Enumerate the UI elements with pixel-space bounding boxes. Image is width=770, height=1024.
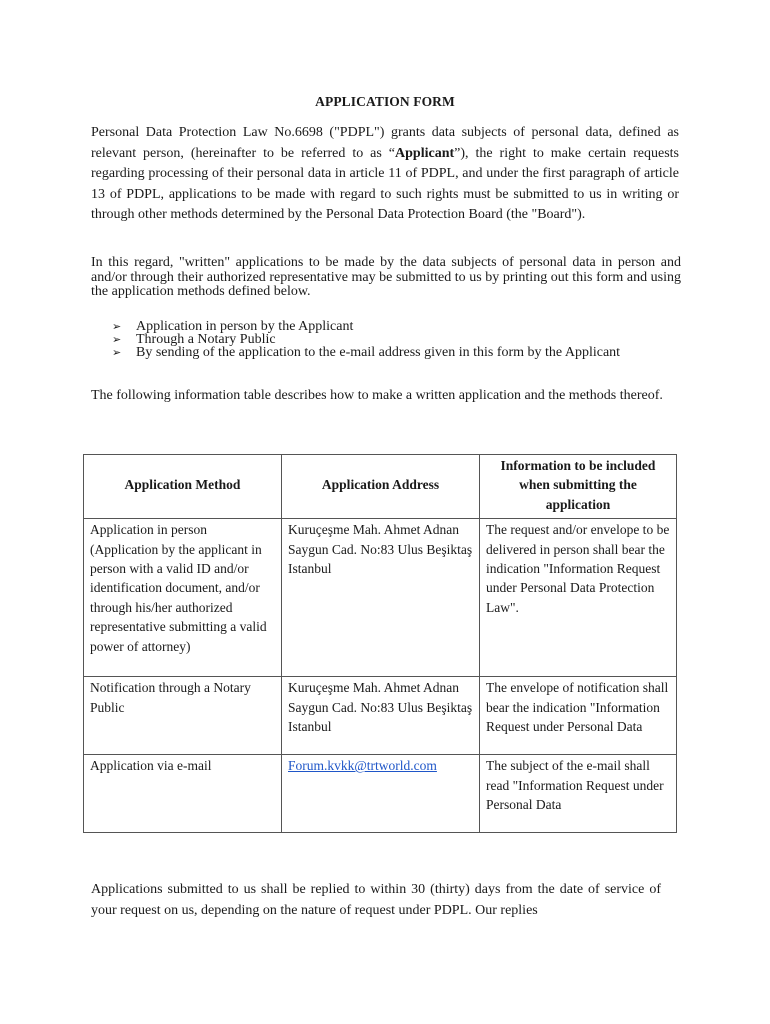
cell-address: Kuruçeşme Mah. Ahmet Adnan Saygun Cad. No:83 Ulus Beşiktaş Istanbul bbox=[282, 519, 480, 677]
table-row bbox=[84, 677, 677, 755]
arrow-bullet-icon: ➢ bbox=[112, 346, 122, 360]
table-header-row bbox=[84, 455, 677, 519]
list-item-text: By sending of the application to the e-mail address given in this form by the Applicant bbox=[136, 345, 621, 361]
cell-method: Application via e-mail bbox=[84, 755, 282, 833]
arrow-bullet-icon: ➢ bbox=[112, 320, 122, 333]
table-row bbox=[84, 519, 677, 677]
table-intro-paragraph: The following information table describes how to make a written application and the methods thereof. bbox=[91, 388, 663, 403]
cell-info: The request and/or envelope to be delivered in person shall bear the indication "Information Request under Personal Data Protection Law". bbox=[480, 519, 677, 677]
header-application-address: Application Address bbox=[282, 455, 480, 519]
closing-paragraph: Applications submitted to us shall be replied to within 30 (thirty) days from the date of service of your request on us, depending on the nature of request under PDPL. Our replies bbox=[91, 882, 661, 918]
cell-method: Notification through a Notary Public bbox=[84, 677, 282, 755]
email-link[interactable]: Forum.kvkk@trtworld.com bbox=[288, 758, 437, 774]
cell-method: Application in person (Application by the applicant in person with a valid ID and/or identification document, and/or through his/her authorized representative submitting a valid power of attorney) bbox=[84, 519, 282, 677]
written-applications-paragraph: In this regard, "written" applications to be made by the data subjects of personal data in person and and/or through their authorized representative may be submitted to us by printing out this form and using the application methods defined below. bbox=[91, 255, 681, 299]
intro-text-end: ”), the right to make certain requests regarding processing of their personal data in article 11 of PDPL, and under the first paragraph of article 13 of PDPL, applications to be made with regard to such rights must be submitted to us in writing or through other methods determined by the Personal Data Protection Board (the "Board"). bbox=[91, 145, 679, 223]
document-title: APPLICATION FORM bbox=[315, 94, 455, 109]
cell-address bbox=[282, 755, 480, 833]
header-application-method: Application Method bbox=[84, 455, 282, 519]
list-item bbox=[112, 346, 620, 359]
cell-info: The envelope of notification shall bear the indication "Information Request under Personal Data bbox=[480, 677, 677, 755]
intro-paragraph bbox=[91, 123, 679, 226]
table-row bbox=[84, 755, 677, 833]
application-methods-list bbox=[112, 320, 620, 360]
header-information-included: Information to be included when submitting the application bbox=[480, 455, 677, 519]
list-item-text: Through a Notary Public bbox=[136, 332, 276, 348]
application-info-table bbox=[83, 454, 677, 833]
arrow-bullet-icon: ➢ bbox=[112, 333, 122, 347]
intro-applicant-term: Applicant bbox=[395, 145, 455, 161]
list-item-text: Application in person by the Applicant bbox=[136, 319, 354, 334]
cell-info: The subject of the e-mail shall read "Information Request under Personal Data bbox=[480, 755, 677, 833]
cell-address: Kuruçeşme Mah. Ahmet Adnan Saygun Cad. No:83 Ulus Beşiktaş Istanbul bbox=[282, 677, 480, 755]
intro-text-start: Personal Data Protection Law No.6698 ("PDPL") grants data subjects of personal data, defined as relevant person, (hereinafter to be referred to as “ bbox=[91, 125, 679, 161]
